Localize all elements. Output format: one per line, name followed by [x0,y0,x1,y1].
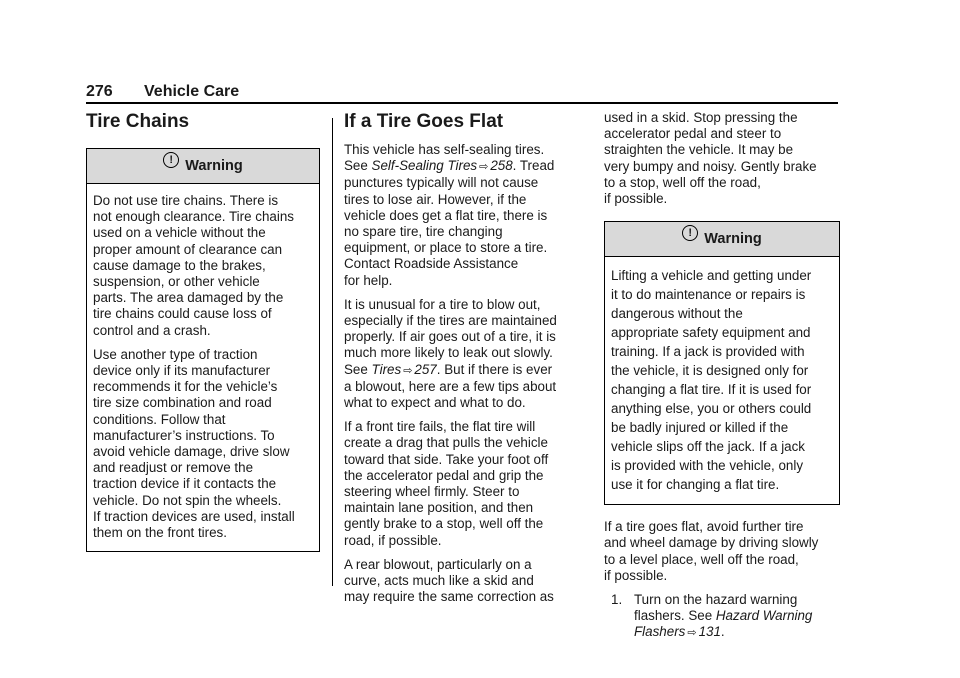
left-column [86,110,320,552]
warning-paragraph: Use another type of traction device only if its manufacturer recommends it for the vehicle’s tire size combination and road conditions. Follow that manufacturer’s instructions. To avoid vehicle damage, drive slow and readjust or remove the traction device if it contacts the vehicle. Do not spin the wheels. If traction devices are used, install them on the front tires. [93,346,295,541]
paragraph: used in a skid. Stop pressing the accelerator pedal and steer to straighten the vehicle. It may be very bumpy and noisy. Gently brake to a stop, well off the road, if possible. [604,110,817,207]
step-text: Turn on the hazard warning flashers. See Hazard Warning Flashers ⇨ 131. [634,592,813,640]
warning-paragraph: Do not use tire chains. There is not enough clearance. Tire chains used on a vehicle without the proper amount of clearance can cause damage to the brakes, suspension, or other vehicle parts. The area damaged by the tire chains could cause loss of control and a crash. [93,193,294,338]
middle-column [344,110,578,613]
tire-chains-heading: Tire Chains [86,111,190,132]
page-ref[interactable]: 258 [490,158,513,174]
warning-header [605,222,839,257]
paragraph: If a front tire fails, the flat tire will create a drag that pulls the vehicle toward that side. Take your foot off the accelerator pedal and grip the steering wheel firmly. Steer to maintain lane position, and then gently brake to a stop, well off the road, if possible. [344,419,549,548]
warning-paragraph: Lifting a vehicle and getting under it to do maintenance or repairs is dangerous without the appropriate safety equipment and training. If a jack is provided with the vehicle, it is designed only for changing a flat tire. If it is used for anything else, you or others could be badly injured or killed if the vehicle slips off the jack. If a jack is provided with the vehicle, only use it for changing a flat tire. [611,268,812,493]
column-divider [332,118,333,586]
page-number: 276 [86,83,113,100]
section-title: Vehicle Care [144,83,240,100]
page-ref[interactable]: 131 [698,624,721,640]
page-ref-arrow-icon: ⇨ [479,161,489,174]
warning-title: Warning [704,231,762,248]
page-ref[interactable]: 257 [414,361,437,377]
tire-chains-warning-box [86,148,320,552]
flat-tire-heading: If a Tire Goes Flat [344,111,504,132]
warning-circle-icon: ! [682,225,698,241]
paragraph: If a tire goes flat, avoid further tire and wheel damage by driving slowly to a level place, well off the road, if possible. [604,519,819,583]
page-ref-arrow-icon: ⇨ [403,364,413,377]
tires-link[interactable]: Tires [371,361,402,377]
header-rule [86,102,838,104]
warning-body [605,257,839,504]
hazard-warning-flashers-link[interactable]: Hazard Warning Flashers [634,608,813,640]
warning-title: Warning [185,157,243,174]
paragraph: This vehicle has self-sealing tires. See Self-Sealing Tires ⇨ 258. Tread punctures typically will not cause tires to lose air. However, if the vehicle does get a flat tire, there is no spare tire, tire changing equipment, or place to store a tire. Contact Roadside Assistance for help. [344,142,555,288]
warning-header [87,149,319,184]
page-ref-arrow-icon: ⇨ [687,627,697,640]
step-item [611,592,840,642]
jack-warning-box [604,221,840,505]
self-sealing-tires-link[interactable]: Self-Sealing Tires [371,158,478,174]
paragraph: It is unusual for a tire to blow out, especially if the tires are maintained properly. If air goes out of a tire, it is much more likely to leak out slowly. See Tires ⇨ 257. But if there is ever a blowout, here are a few tips about what to expect and what to do. [344,296,557,411]
warning-body [87,184,319,551]
paragraph: A rear blowout, particularly on a curve, acts much like a skid and may require the same correction as [344,556,554,605]
warning-circle-icon: ! [163,152,179,168]
step-number: 1. [611,592,623,608]
page-header [86,80,838,104]
right-column [604,110,840,642]
